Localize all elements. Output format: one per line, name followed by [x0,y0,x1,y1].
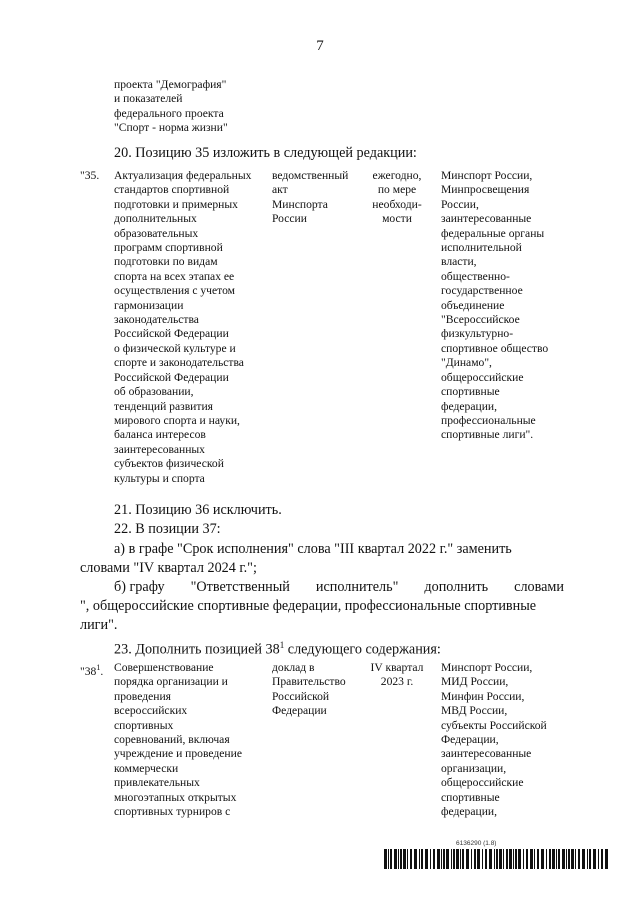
row-38-1-number-dot: . [100,664,104,678]
row-35-measure: Актуализация федеральных стандартов спортивной подготовки и примерных дополнительных образовательных программ спортивной подготовки по видам спорта на всех этапах ее осуществления с учетом гармонизации законодательства Российской Федерации о физической культуре и спорте и законодательства Российской Федерации об образовании, тенденций развития мирового спорта и науки, баланса интересов заинтересованных субъектов физической культуры и спорта [114,169,252,485]
row-38-1-measure: Совершенствование порядка организации и проведения всероссийских спортивных соревнований, включая учреждение и проведение коммерчески привлекательных многоэтапных открытых спортивных турниров с [114,661,242,819]
row-38-1-executors: Минспорт России, МИД России, Минфин России, МВД России, субъекты Российской Федерации, заинтересованные организации, общероссийские спортивные федерации, [441,661,547,819]
item-23-tail: следующего содержания: [284,641,441,658]
item-22b-word: исполнитель" [315,579,399,595]
barcode-number: 6136290 (1.8) [456,840,497,847]
item-23 [114,636,564,660]
row-35-form: ведомственный акт Минспорта России [272,169,349,226]
page-number: 7 [316,38,324,54]
item-22b-word: словами [514,579,564,595]
item-20: 20. Позицию 35 изложить в следующей редакции: [114,145,417,161]
barcode-area [384,840,610,870]
row-35-executors: Минспорт России, Минпросвещения России, заинтересованные федеральные органы исполнительной власти, общественно- государственное объединение "Всероссийское физкультурно- спортивное общество "Динамо", общероссийские спортивные федерации, профессиональные спортивные лиги". [441,169,549,442]
barcode-icon [384,849,610,869]
row-35-number: "35. [80,169,100,182]
row-38-1-form: доклад в Правительство Российской Федерации [272,661,346,718]
item-23-text: 23. Дополнить позицией 38 [114,641,280,658]
item-21: 21. Позицию 36 исключить. [114,502,282,518]
item-22b-line-2: ", общероссийские спортивные федерации, профессиональные спортивные [80,598,537,614]
item-22b-word: дополнить [424,579,489,595]
item-22a-line-1: а) в графе "Срок исполнения" слова "III квартал 2022 г." заменить [114,541,512,557]
item-22b-line-1 [114,578,564,597]
row-38-1-number-main: "38 [80,664,97,678]
row-38-1-number-superscript: 1 [96,663,101,672]
row-38-1-term: IV квартал 2023 г. [370,661,424,689]
row-35-term: ежегодно, по мере необходи- мости [372,169,422,226]
item-22b-word: б) графу [114,579,165,595]
previous-row-fragment: проекта "Демография" и показателей федерального проекта "Спорт - норма жизни" [114,78,228,135]
item-22b-word: "Ответственный [190,579,290,595]
item-22b-line-3: лиги". [80,617,118,633]
row-38-1-number [80,661,103,679]
item-22a-line-2: словами "IV квартал 2024 г."; [80,560,257,576]
item-23-superscript: 1 [279,640,285,650]
item-22: 22. В позиции 37: [114,521,221,537]
